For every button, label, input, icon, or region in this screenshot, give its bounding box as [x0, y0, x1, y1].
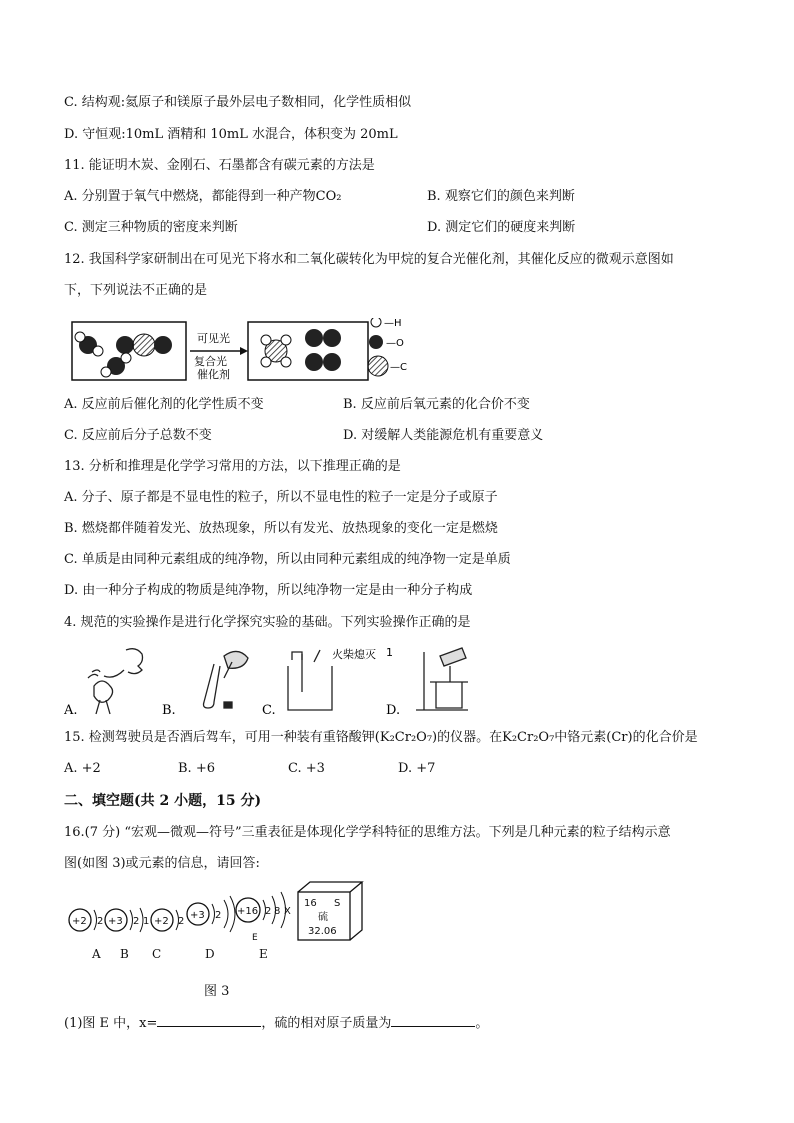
- q14-lab-figures: [64, 642, 524, 718]
- q15-option-a: A. +2: [64, 761, 101, 776]
- lab-b-figure: [204, 651, 249, 708]
- cube-atomic-mass: 32.06: [308, 926, 337, 937]
- lab-d-label: D.: [386, 703, 401, 718]
- q15-option-d: D. +7: [398, 761, 436, 776]
- cube-element-name: 硫: [318, 912, 328, 923]
- atom-c-shell: 2: [178, 916, 185, 927]
- q14-stem: 4. 规范的实验操作是进行化学探究实验的基础。下列实验操作正确的是: [64, 615, 471, 630]
- q15-option-b: B. +6: [178, 761, 215, 776]
- legend-c: —C: [390, 362, 407, 373]
- q12-option-d: D. 对缓解人类能源危机有重要意义: [343, 428, 544, 443]
- q13-option-a: A. 分子、原子都是不显电性的粒子，所以不显电性的粒子一定是分子或原子: [64, 490, 498, 505]
- atom-label-b: B: [120, 947, 129, 961]
- atom-e-shell-1: 2: [265, 906, 272, 917]
- q11-option-d: D. 测定它们的硬度来判断: [427, 220, 576, 235]
- atom-label-e: E: [259, 947, 268, 961]
- q10-option-d: D. 守恒观:10mL 酒精和 10mL 水混合，体积变为 20mL: [64, 127, 398, 142]
- q16-sub1-part3: 。: [475, 1016, 489, 1031]
- q12-stem-line2: 下，下列说法不正确的是: [64, 283, 208, 298]
- q16-stem-line2: 图(如图 3)或元素的信息，请回答:: [64, 856, 260, 871]
- q12-stem-line1: 12. 我国科学家研制出在可见光下将水和二氧化碳转化为甲烷的复合光催化剂，其催化反应的微观示意图如: [64, 252, 674, 267]
- legend-o: —O: [386, 338, 404, 349]
- q11-option-a: A. 分别置于氧气中燃烧，都能得到一种产物CO₂: [64, 189, 342, 204]
- lab-b-label: B.: [162, 703, 176, 718]
- atom-label-c: C: [152, 947, 162, 961]
- answer-blank-x[interactable]: [157, 1012, 261, 1027]
- atom-d-shell: 2: [215, 910, 222, 921]
- lab-c-figure: [288, 650, 332, 710]
- lab-c-mark: 1: [386, 646, 393, 659]
- arrow-top-text: 可见光: [197, 332, 230, 345]
- reaction-svg: [70, 318, 470, 384]
- q11-option-c: C. 测定三种物质的密度来判断: [64, 220, 238, 235]
- lab-c-label: C.: [262, 703, 276, 718]
- lab-a-figure: [88, 649, 143, 714]
- q16-stem-line1: 16.(7 分) “宏观—微观—符号”三重表征是体现化学学科特征的思维方法。下列是几种元素的粒子结构示意: [64, 825, 671, 840]
- q15-stem: 15. 检测驾驶员是否酒后驾车，可用一种装有重铬酸钾(K₂Cr₂O₇)的仪器。在K₂Cr₂O₇中铬元素(Cr)的化合价是: [64, 730, 698, 745]
- q16-sub1-part1: (1)图 E 中，x=: [64, 1016, 158, 1031]
- arrow-bottom-text-1: 复合光: [194, 355, 227, 368]
- answer-blank-mass[interactable]: [391, 1012, 475, 1027]
- arrow-bottom-text-2: 催化剂: [197, 368, 230, 381]
- figure-3-caption: 图 3: [204, 984, 230, 999]
- cube-symbol: S: [334, 898, 341, 909]
- atom-label-a: A: [92, 947, 101, 961]
- q13-stem: 13. 分析和推理是化学学习常用的方法，以下推理正确的是: [64, 459, 401, 474]
- atoms-svg: [64, 878, 384, 968]
- q16-atom-diagrams: [64, 878, 384, 968]
- q12-option-c: C. 反应前后分子总数不变: [64, 428, 212, 443]
- atom-e-shell-2: 8: [274, 906, 281, 917]
- svg-text:E: E: [252, 933, 258, 943]
- q11-stem: 11. 能证明木炭、金刚石、石墨都含有碳元素的方法是: [64, 158, 375, 173]
- q12-option-a: A. 反应前后催化剂的化学性质不变: [64, 397, 264, 412]
- atom-b-shell-1: 2: [133, 916, 140, 927]
- lab-a-label: A.: [64, 703, 78, 718]
- section-2-title: 二、填空题(共 2 小题，15 分): [64, 793, 262, 809]
- lab-svg: [64, 642, 524, 718]
- q15-option-c: C. +3: [288, 761, 325, 776]
- atom-label-d: D: [205, 947, 215, 961]
- q13-option-c: C. 单质是由同种元素组成的纯净物，所以由同种元素组成的纯净物一定是单质: [64, 552, 511, 567]
- q13-option-b: B. 燃烧都伴随着发光、放热现象，所以有发光、放热现象的变化一定是燃烧: [64, 521, 498, 536]
- atom-e-nucleus: +16: [237, 906, 259, 917]
- q12-reaction-diagram: [70, 318, 470, 384]
- q16-sub1-part2: ，硫的相对原子质量为: [261, 1016, 392, 1031]
- atom-c-nucleus: +2: [154, 916, 169, 927]
- legend-h: —H: [384, 318, 402, 329]
- q10-option-c: C. 结构观:氦原子和镁原子最外层电子数相同，化学性质相似: [64, 95, 412, 110]
- atom-a-shell: 2: [97, 916, 104, 927]
- atom-b-shell-2: 1: [143, 916, 150, 927]
- lab-c-match-text: 火柴熄灭: [332, 648, 376, 661]
- q16-sub-question-1: [64, 1012, 488, 1033]
- lab-d-figure: [416, 648, 468, 710]
- atom-b-nucleus: +3: [108, 916, 123, 927]
- q12-option-b: B. 反应前后氧元素的化合价不变: [343, 397, 530, 412]
- q13-option-d: D. 由一种分子构成的物质是纯净物，所以纯净物一定是由一种分子构成: [64, 583, 473, 598]
- atom-a-nucleus: +2: [72, 916, 87, 927]
- q11-option-b: B. 观察它们的颜色来判断: [427, 189, 575, 204]
- cube-atomic-number: 16: [304, 898, 317, 909]
- atom-e-shell-3: X: [284, 906, 291, 917]
- atom-d-nucleus: +3: [190, 910, 205, 921]
